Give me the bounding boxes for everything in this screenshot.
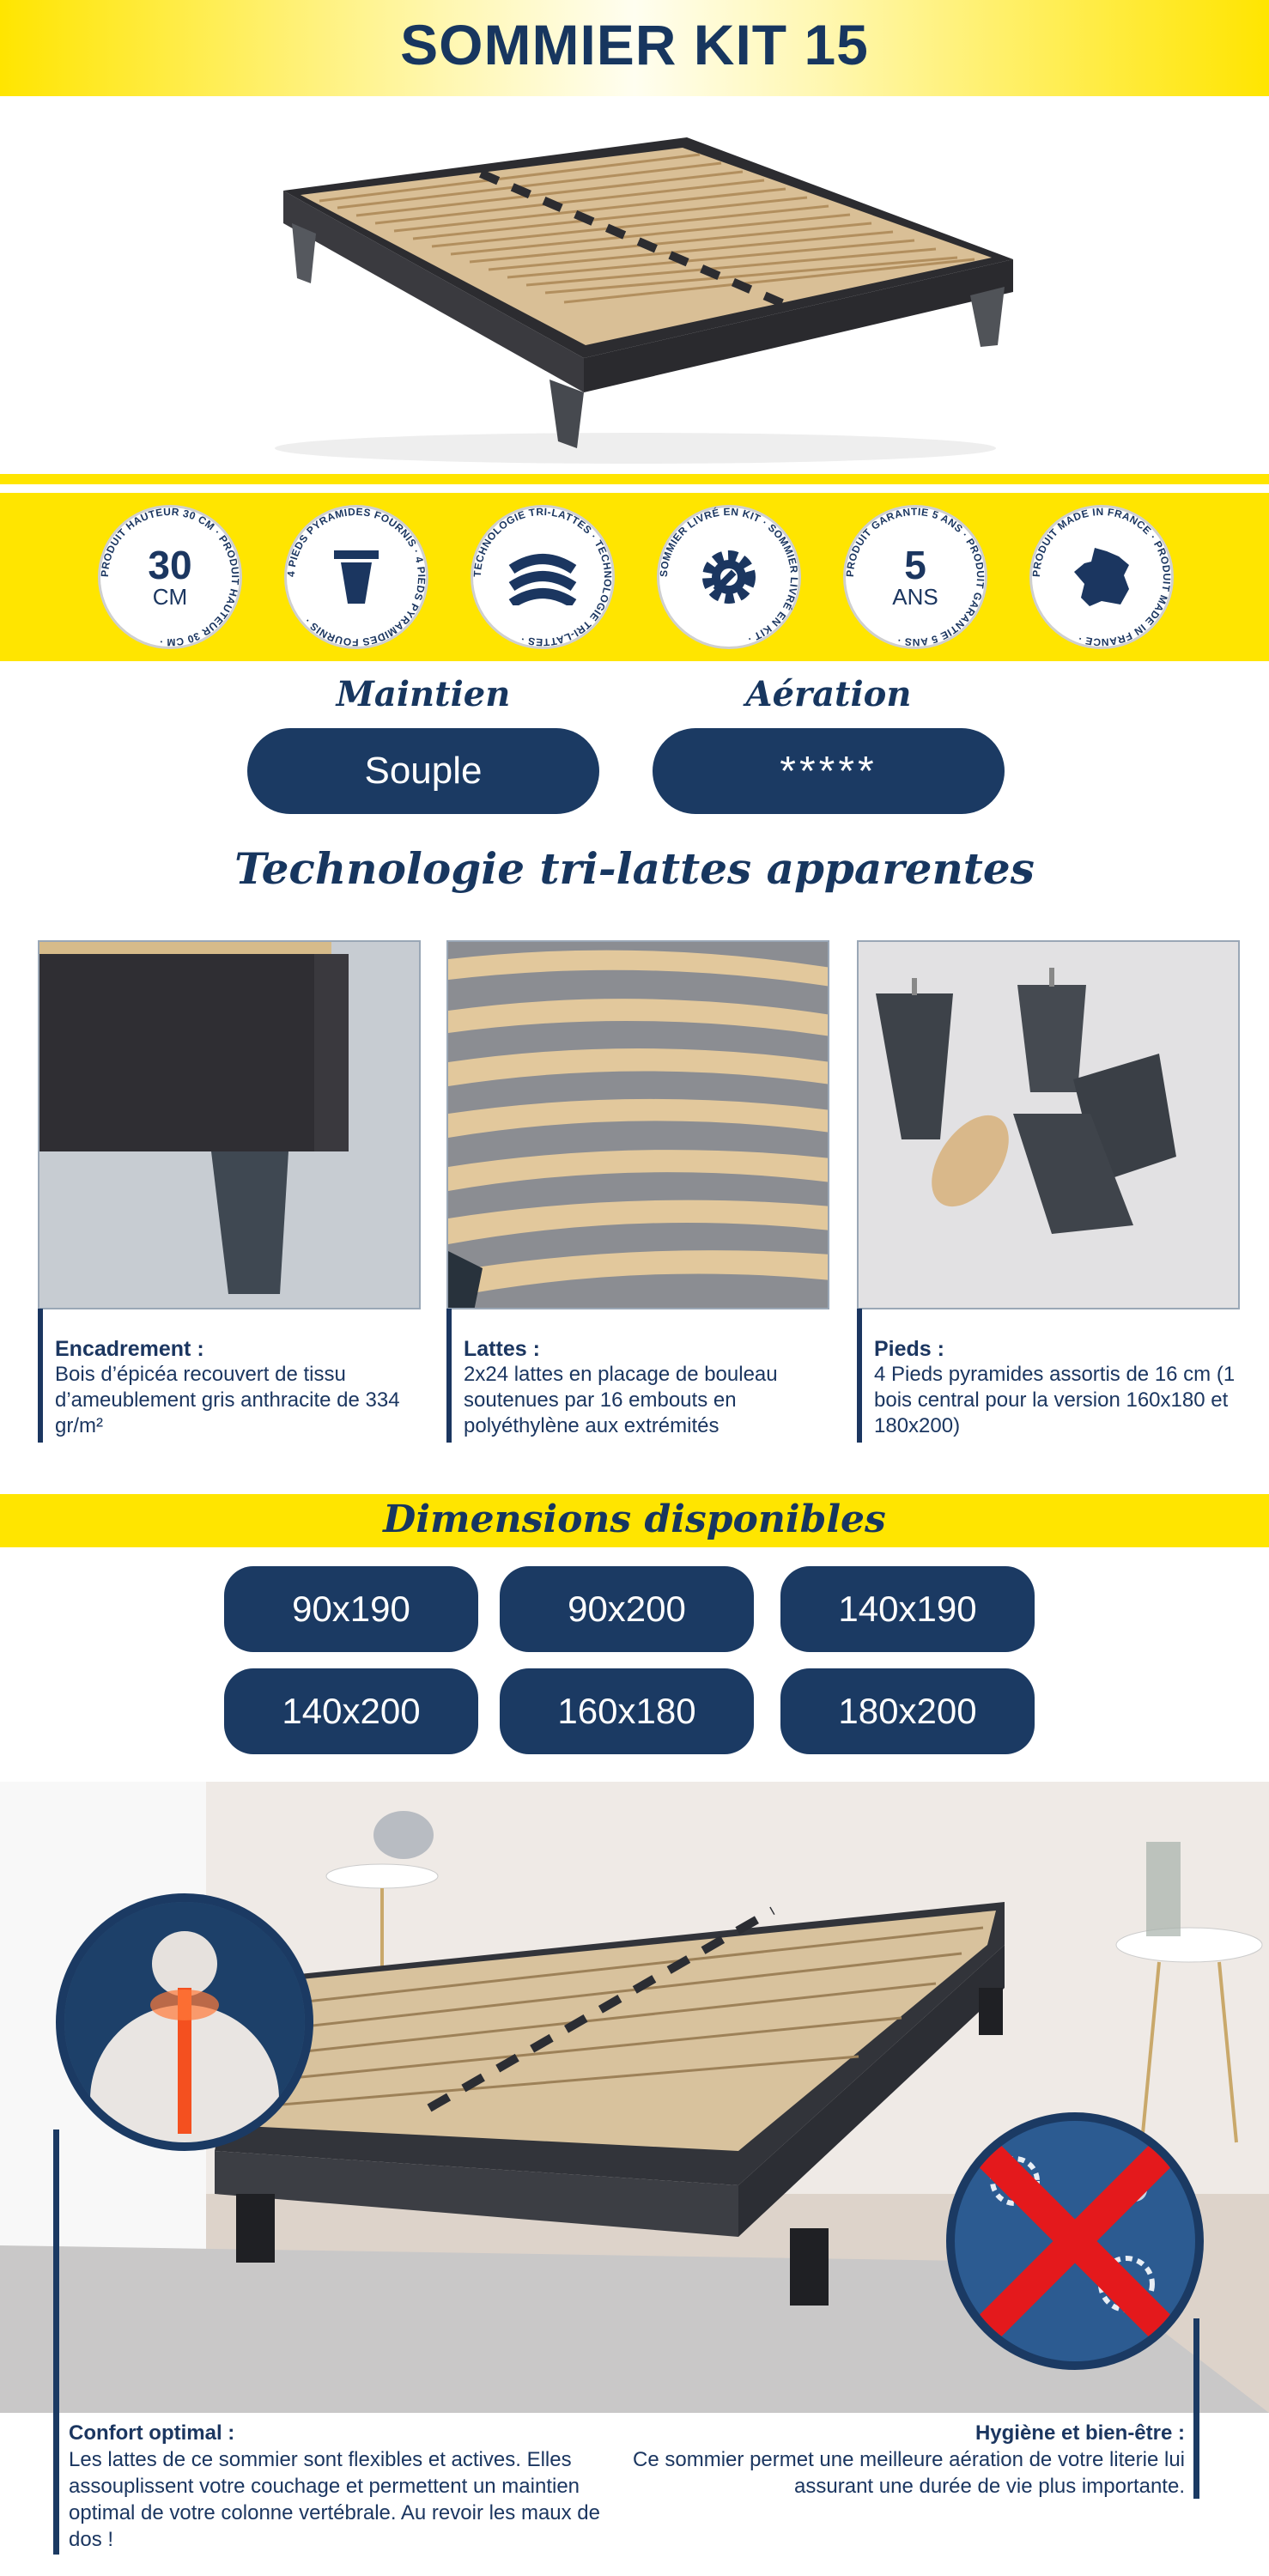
badge-unit: ANS bbox=[892, 584, 938, 610]
confort-title: Confort optimal : bbox=[69, 2421, 235, 2445]
svg-text:SOMMIER LIVRÉ EN KIT · SOMMIER bbox=[658, 506, 800, 646]
dimensions-heading: Dimensions disponibles bbox=[383, 1498, 886, 1541]
hero-bed-image bbox=[0, 96, 1269, 472]
slats-photo bbox=[446, 940, 829, 1309]
feature-feet bbox=[857, 1309, 1240, 1443]
badge-ring-text: PRODUIT GARANTIE 5 ANS · PRODUIT GARANTIE 5 ANS · bbox=[843, 505, 987, 649]
dimension-option: 140x200 bbox=[224, 1668, 478, 1754]
dimension-option: 160x180 bbox=[500, 1668, 754, 1754]
badge-ring-text: PRODUIT HAUTEUR 30 CM · PRODUIT HAUTEUR 30 CM · bbox=[98, 505, 242, 649]
feature-text: 4 Pieds pyramides assortis de 16 cm (1 bois central pour la version 160x180 et 180x200) bbox=[874, 1363, 1236, 1437]
features-badges-band bbox=[0, 493, 1269, 661]
badge-number: 30 bbox=[148, 543, 192, 587]
confort-block bbox=[69, 2420, 618, 2553]
badge-ring-text: TECHNOLOGIE TRI-LATTES · TECHNOLOGIE TRI-LATTES · bbox=[471, 505, 615, 649]
badge-ring-text: 4 PIEDS PYRAMIDES FOURNIS · 4 PIEDS PYRAMIDES FOURNIS · bbox=[284, 505, 428, 649]
hygiene-accent-line bbox=[1193, 2318, 1199, 2499]
feature-title: Lattes : bbox=[464, 1337, 540, 1361]
dimension-option: 140x190 bbox=[780, 1566, 1035, 1652]
page-title: SOMMIER KIT 15 bbox=[400, 13, 869, 76]
badge-height bbox=[98, 505, 242, 649]
maintien-label: Maintien bbox=[336, 674, 511, 714]
badge-ring-text: PRODUIT MADE IN FRANCE · PRODUIT MADE IN FRANCE · bbox=[1029, 505, 1174, 649]
badge-warranty bbox=[843, 505, 987, 649]
badge-number: 5 bbox=[904, 543, 926, 587]
hygiene-text: Ce sommier permet une meilleure aération de votre literie lui assurant une durée de vie plus importante. bbox=[633, 2448, 1185, 2498]
technology-heading: Technologie tri-lattes apparentes bbox=[234, 843, 1035, 894]
svg-text:4 PIEDS PYRAMIDES FOURNIS · 4 bbox=[285, 506, 428, 648]
feature-text: 2x24 lattes en placage de bouleau soutenues par 16 embouts en polyéthylène aux extrémités bbox=[464, 1363, 778, 1437]
badge-unit: CM bbox=[152, 584, 188, 610]
frame-photo bbox=[38, 940, 421, 1309]
svg-text:PRODUIT MADE IN FRANCE · PRODU bbox=[1030, 506, 1173, 648]
feature-title: Encadrement : bbox=[55, 1337, 204, 1361]
no-mites-icon bbox=[955, 2121, 1195, 2361]
confort-accent-line bbox=[53, 2129, 59, 2555]
dimension-option: 90x200 bbox=[500, 1566, 754, 1652]
back-pain-circle bbox=[56, 1893, 313, 2151]
svg-text:TECHNOLOGIE TRI-LATTES · TECHN bbox=[471, 506, 614, 648]
hygiene-block bbox=[618, 2420, 1185, 2500]
aeration-label: Aération bbox=[745, 674, 912, 714]
hygiene-title: Hygiène et bien-être : bbox=[975, 2421, 1185, 2445]
feature-frame bbox=[38, 1309, 421, 1443]
hygiene-circle bbox=[946, 2112, 1204, 2370]
feet-photo bbox=[857, 940, 1240, 1309]
feature-slats bbox=[446, 1309, 829, 1443]
feature-title: Pieds : bbox=[874, 1337, 944, 1361]
confort-text: Les lattes de ce sommier sont flexibles et actives. Elles assouplissent votre couchage et permettent un maintien optimal de votre colonne vertébrale. Au revoir les maux de dos ! bbox=[69, 2448, 600, 2551]
maintien-value: Souple bbox=[247, 728, 599, 814]
badge-made-in-france bbox=[1029, 505, 1174, 649]
svg-text:PRODUIT GARANTIE 5 ANS · PRODU bbox=[844, 506, 987, 648]
aeration-value: ***** bbox=[653, 728, 1005, 814]
feature-text: Bois d’épicéa recouvert de tissu d’ameublement gris anthracite de 334 gr/m² bbox=[55, 1363, 400, 1437]
dimension-option: 90x190 bbox=[224, 1566, 478, 1652]
badge-slats bbox=[471, 505, 615, 649]
badge-ring-text: SOMMIER LIVRÉ EN KIT · SOMMIER LIVRÉ EN KIT · bbox=[657, 505, 801, 646]
badge-feet bbox=[284, 505, 428, 649]
dimension-option: 180x200 bbox=[780, 1668, 1035, 1754]
separator-band bbox=[0, 474, 1269, 484]
badge-kit bbox=[657, 505, 801, 649]
svg-text:PRODUIT HAUTEUR 30 CM · PRODUI bbox=[99, 506, 241, 648]
